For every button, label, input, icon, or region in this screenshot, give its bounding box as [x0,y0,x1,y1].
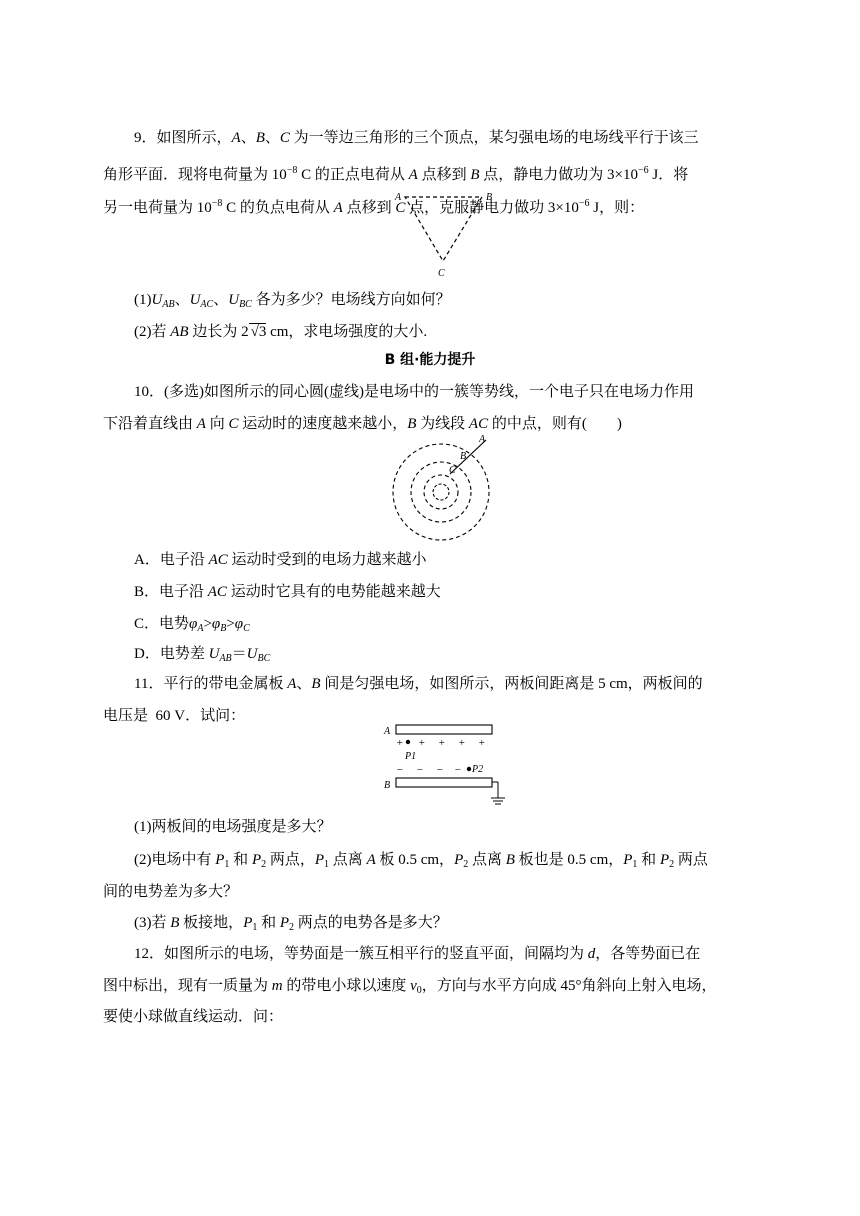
q9-line-1: 9．如图所示，A、B、C 为一等边三角形的三个顶点，某匀强电场的电场线平行于该三 [134,130,699,146]
svg-text:−: − [454,764,462,776]
q9-sub-2: (2)若 AB 边长为 2 √3 cm，求电场强度的大小. [134,324,428,340]
q10-line-1: 10．(多选)如图所示的同心圆(虚线)是电场中的一簇等势线，一个电子只在电场力作用 [134,384,694,400]
q10-label-c: C [449,465,456,476]
q10-label-b: B [460,451,467,462]
q10-option-a: A．电子沿 AC 运动时受到的电场力越来越小 [134,552,427,568]
q12-line-3: 要使小球做直线运动．问： [103,1009,284,1025]
q11-label-p1: P1 [405,751,417,762]
svg-text:−: − [396,764,404,776]
q11-sub-2b: 间的电势差为多大？ [103,884,239,900]
q11-line-2: 电压是 60 V．试问： [103,708,246,724]
q11-label-p2: P2 [472,764,484,775]
q10-label-a: A [479,434,486,445]
q9-line-3: 另一电荷量为 $10^{-8}$ C 的负点电荷从 A 点移到 C 点，克服静电力做功 $3\times 10^{-6}$ J，则： [103,198,645,216]
q12-line-1: 12．如图所示的电场，等势面是一簇互相平行的竖直平面，间隔均为 d，各等势面已在 [134,946,701,962]
q10-line-2: 下沿着直线由 A 向 C 运动时的速度越来越小，B 为线段 AC 的中点，则有( ) [103,416,622,432]
group-b-heading: B 组·能力提升 [384,352,476,368]
svg-text:+: + [458,737,466,749]
svg-text:−: − [436,764,444,776]
q11-sub-1: (1)两板间的电场强度是多大？ [134,819,332,835]
svg-text:+: + [418,737,426,749]
q11-plates-figure [380,722,510,808]
q11-sub-3: (3)若 B 板接地，$P_1$ 和 $P_2$ 两点的电势各是多大？ [134,915,448,933]
q9-sub-1: $(1)U_{AB}$、$U_{AC}$、$U_{BC}$ 各为多少？电场线方向如何？ [134,292,451,310]
svg-text:+: + [478,737,486,749]
q9-line-2: 角形平面．现将电荷量为 $10^{-8}$ C 的正点电荷从 A 点移到 B 点，静电力做功为 $3\times 10^{-6}$ J．将 [103,165,689,183]
q11-label-a: A [384,726,391,737]
svg-text:−: − [416,764,424,776]
q9-label-a: A [395,192,402,203]
q12-line-2: 图中标出，现有一质量为 m 的带电小球以速度 $v_0$，方向与水平方向成 45°角斜向上射入电场， [103,978,717,996]
q9-label-b: B [486,192,493,203]
q11-line-1: 11．平行的带电金属板 A、B 间是匀强电场，如图所示，两板间距离是 5 cm，两板间的 [134,676,703,692]
svg-text:+: + [396,737,404,749]
svg-text:+: + [438,737,446,749]
q10-option-d: D．电势差 $U_{AB}=U_{BC}$ [134,646,271,664]
q10-concentric-figure [388,430,498,542]
q9-triangle-figure [390,188,500,283]
q9-label-c: C [438,268,445,279]
q11-sub-2a: (2)电场中有 $P_1$ 和 $P_2$ 两点，$P_1$ 点离 A 板 0.5 cm，$P_2$ 点离 B 板也是 0.5 cm，$P_1$ 和 $P_2$ 两点 [134,852,708,870]
q10-option-c: C．电势$\varphi_A>\varphi_B>\varphi_C$ [134,616,250,634]
q11-label-b: B [384,780,391,791]
q10-option-b: B．电子沿 AC 运动时它具有的电势能越来越大 [134,584,441,600]
